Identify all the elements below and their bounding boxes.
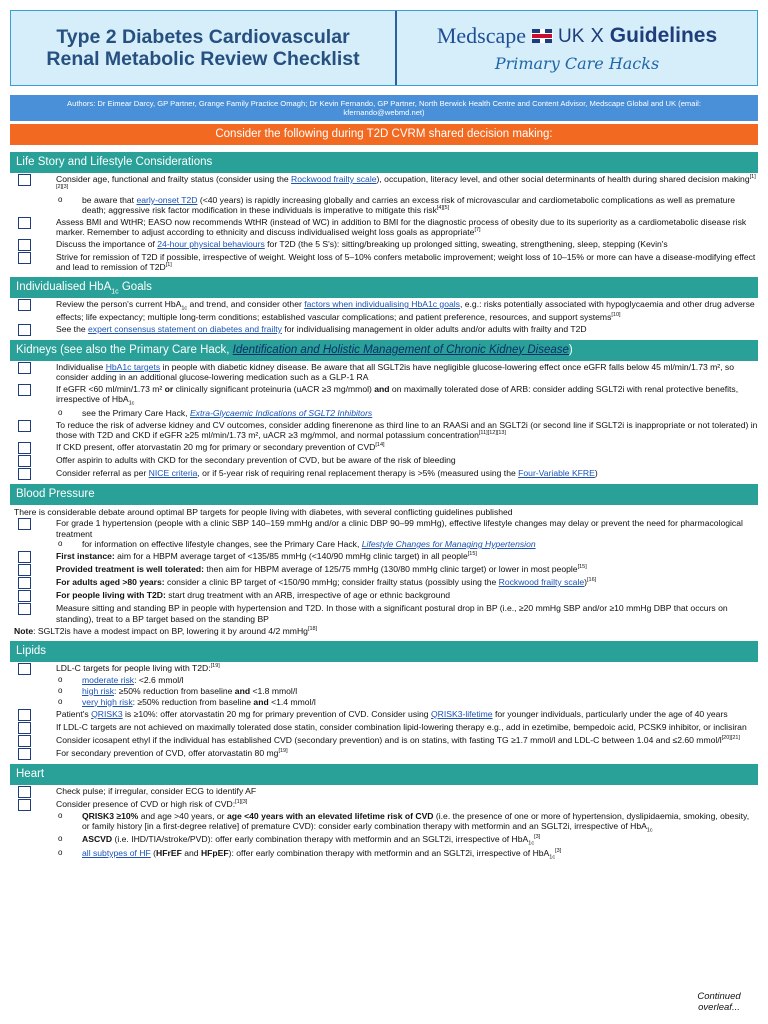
checkbox[interactable]	[18, 239, 31, 251]
high-risk-link[interactable]: high risk	[82, 685, 114, 696]
checklist-item: If CKD present, offer atorvastatin 20 mg for primary or secondary prevention of CVD[14]	[10, 442, 758, 454]
moderate-risk-link[interactable]: moderate risk	[82, 674, 135, 685]
qrisk3-link[interactable]: QRISK3	[91, 708, 123, 719]
sub-item: o high risk: ≥50% reduction from baseline and <1.8 mmol/l	[58, 685, 298, 696]
medscape-logo: Medscape UK X Guidelines	[436, 22, 718, 48]
checklist-item: LDL-C targets for people living with T2D:[19]	[10, 663, 758, 675]
sglt2-hack-link[interactable]: Extra-Glycaemic Indications of SGLT2 Inhibitors	[189, 407, 373, 418]
uk-flag-icon	[532, 29, 552, 43]
checkbox[interactable]	[18, 603, 31, 615]
lifestyle-hypertension-link[interactable]: Lifestyle Changes for Managing Hypertension	[361, 539, 536, 550]
sub-item: o moderate risk: <2.6 mmol/l	[58, 674, 184, 685]
checklist-item: Assess BMI and WtHR; EASO now recommends WtHR (instead of WC) in addition to BMI for the diagnostic process of obesity due to its superiority as a cardiometabolic disease risk marker. Remember to adjust according to ethnicity and discuss individualised weight loss goals as appropriate[7]	[10, 217, 758, 238]
section-lipids-header: Lipids	[10, 641, 758, 662]
bp-intro: There is considerable debate around optimal BP targets for people living with diabetes, with several conflicting guidelines published	[14, 506, 513, 517]
section-lifestyle-header: Life Story and Lifestyle Considerations	[10, 152, 758, 173]
checklist-body	[10, 148, 758, 1020]
checklist-item: Consider icosapent ethyl if the individual has established CVD (secondary prevention) and is on statins, with fasting TG ≥1.7 mmol/l and LDL-C between 1.04 and ≤2.60 mmol/l[20][21]	[10, 735, 758, 747]
continued-overleaf: Continued overleaf...	[697, 991, 741, 1014]
checklist-item: Check pulse; if irregular, consider ECG to identify AF	[10, 786, 758, 798]
sub-item: o very high risk: ≥50% reduction from baseline and <1.4 mmol/l	[58, 696, 316, 707]
sub-item: o see the Primary Care Hack, Extra-Glycaemic Indications of SGLT2 Inhibitors	[58, 407, 373, 418]
checkbox[interactable]	[18, 748, 31, 760]
checklist-item: Patient's QRISK3 is ≥10%: offer atorvastatin 20 mg for primary prevention of CVD. Consider using QRISK3-lifetime for younger individuals, particularly under the age of 40 years	[10, 709, 758, 721]
checkbox[interactable]	[18, 299, 31, 311]
checklist-item: For adults aged >80 years: consider a clinic BP target of <150/90 mmHg; consider frailty status (possibly using the Rockwood frailty scale)[16]	[10, 577, 758, 589]
sub-item: o all subtypes of HF (HFrEF and HFpEF): offer early combination therapy with metformin and an SGLT2i, irrespective of HbA$_{1c}$[3]	[58, 847, 562, 861]
checklist-item: Consider age, functional and frailty status (consider using the Rockwood frailty scale), occupation, literacy level, and other social determinants of health during shared decision making[1][2][3]	[10, 174, 758, 195]
checkbox[interactable]	[18, 362, 31, 374]
checklist-item: Individualise HbA1c targets in people with diabetic kidney disease. Be aware that all SGLT2is have negligible glucose-lowering effect once eGFR falls below 45 ml/min/1.73 m², so consider adding in an additional glucose-lowering medication such as a GLP-1 RA	[10, 362, 758, 383]
sub-item: o be aware that early-onset T2D (<40 years) is rapidly increasing globally and carries an excess risk of microvascular and cardiometabolic complications as well as premature death; aggressive risk factor modification in these individuals is imperative to mitigate this risk[4][5]	[58, 194, 736, 216]
header-panel	[10, 10, 758, 86]
authors-bar: Authors: Dr Eimear Darcy, GP Partner, Grange Family Practice Omagh; Dr Kevin Fernando, GP Partner, North Berwick Health Centre and Content Advisor, Medscape Global and UK (email: kfernando@webmd.net)	[10, 95, 758, 121]
checklist-item: To reduce the risk of adverse kidney and CV outcomes, consider adding finerenone as third line to an RAASi and an SGLT2i (or second line if SGLT2i is inappropriate or not tolerated) in those with T2D and CKD if eGFR ≥25 ml/min/1.73 m², uACR ≥3 mg/mmol, and normal potassium concentration[11][12][13]	[10, 420, 758, 441]
page-title: Type 2 Diabetes Cardiovascular Renal Metabolic Review Checklist	[46, 25, 360, 70]
checkbox[interactable]	[18, 455, 31, 467]
section-heart-header: Heart	[10, 764, 758, 785]
qrisk3-lifetime-link[interactable]: QRISK3-lifetime	[430, 708, 493, 719]
brand-block	[397, 11, 757, 85]
title-block	[11, 11, 397, 85]
checklist-item: Discuss the importance of 24-hour physical behaviours for T2D (the 5 S's): sitting/breaking up prolonged sitting, sweating, strengthening, sleep, stepping (Kevin's	[10, 239, 758, 251]
checkbox[interactable]	[18, 786, 31, 798]
sub-item: o for information on effective lifestyle changes, see the Primary Care Hack, Lifestyle Changes for Managing Hypertension	[58, 539, 536, 550]
nice-criteria-link[interactable]: NICE criteria	[148, 467, 198, 478]
checklist-item: For people living with T2D: start drug treatment with an ARB, irrespective of age or ethnic background	[10, 590, 758, 602]
checkbox[interactable]	[18, 217, 31, 229]
hba1c-factors-link[interactable]: factors when individualising HbA1c goals	[304, 298, 460, 309]
checkbox[interactable]	[18, 663, 31, 675]
decision-banner: Consider the following during T2D CVRM shared decision making:	[10, 124, 758, 145]
rockwood-link-2[interactable]: Rockwood frailty scale	[498, 577, 585, 588]
checkbox[interactable]	[18, 420, 31, 432]
checklist-item: Strive for remission of T2D if possible, irrespective of weight. Weight loss of 5–10% confers metabolic improvement; weight loss of 10–15% or more can have a disease-modifying effect and lead to remission of T2D[1]	[10, 252, 758, 273]
physical-behaviours-link[interactable]: 24-hour physical behaviours	[157, 238, 265, 249]
checkbox[interactable]	[18, 564, 31, 576]
checklist-item: Review the person's current HbA$_{1c}$ and trend, and consider other factors when individualising HbA1c goals, e.g.: risks potentially associated with hypoglycaemia and other drug adverse effects; life expectancy; multiple long-term conditions; established vascular complications; and patient preference, resources, and support systems[10]	[10, 299, 758, 323]
checkbox[interactable]	[18, 722, 31, 734]
checkbox[interactable]	[18, 384, 31, 396]
early-onset-link[interactable]: early-onset T2D	[136, 194, 198, 205]
checkbox[interactable]	[18, 735, 31, 747]
checklist-item: Offer aspirin to adults with CKD for the secondary prevention of CVD, but be aware of the risk of bleeding	[10, 455, 758, 467]
checkbox[interactable]	[18, 174, 31, 186]
very-high-risk-link[interactable]: very high risk	[82, 696, 133, 707]
checklist-item: If eGFR <60 ml/min/1.73 m² or clinically significant proteinuria (uACR ≥3 mg/mmol) and on maximally tolerated dose of ARB: consider adding SGLT2i with renal protective benefits, irrespective of HbA$_{1c}$	[10, 384, 758, 408]
checklist-item: See the expert consensus statement on diabetes and frailty for individualising management in older adults and/or adults with frailty and T2D	[10, 324, 758, 336]
rockwood-link[interactable]: Rockwood frailty scale	[291, 174, 377, 184]
section-kidneys-header: Kidneys (see also the Primary Care Hack, Identification and Holistic Management of Chronic Kidney Disease)	[10, 340, 758, 361]
hba1c-targets-link[interactable]: HbA1c targets	[105, 361, 161, 372]
sub-item: o QRISK3 ≥10% and age >40 years, or age <40 years with an elevated lifetime risk of CVD (i.e. the presence of one or more of hypertension, dyslipidaemia, smoking, obesity, or family history [in a first-degree relative] of premature CVD): consider early combination therapy with metformin and an SGLT2i, irrespective of HbA$_{1c}$	[58, 810, 750, 834]
checkbox[interactable]	[18, 468, 31, 480]
checkbox[interactable]	[18, 324, 31, 336]
section-hba1c-header: Individualised HbA$_{1c}$ Goals	[10, 277, 758, 298]
checkbox[interactable]	[18, 577, 31, 589]
checkbox[interactable]	[18, 518, 31, 530]
ckd-hack-link[interactable]: Identification and Holistic Management of Chronic Kidney Disease	[232, 343, 569, 356]
checklist-item: Consider referral as per NICE criteria, or if 5-year risk of requiring renal replacement therapy is >5% (measured using the Four-Variable KFRE)	[10, 468, 758, 480]
checklist-item: First instance: aim for a HBPM average target of <135/85 mmHg (<140/90 mmHg clinic target) in all people[15]	[10, 551, 758, 563]
hf-subtypes-link[interactable]: all subtypes of HF	[82, 847, 151, 858]
bp-note: Note: SGLT2is have a modest impact on BP, lowering it by around 4/2 mmHg[18]	[14, 626, 318, 637]
checkbox[interactable]	[18, 709, 31, 721]
checkbox[interactable]	[18, 551, 31, 563]
checklist-item: Consider presence of CVD or high risk of CVD:[1][3]	[10, 799, 758, 811]
sub-item: o ASCVD (i.e. IHD/TIA/stroke/PVD): offer early combination therapy with metformin and an SGLT2i, irrespective of HbA$_{1c}$[3]	[58, 834, 541, 848]
kfre-link[interactable]: Four-Variable KFRE	[518, 467, 595, 478]
checklist-item: If LDL-C targets are not achieved on maximally tolerated dose statin, consider combination lipid-lowering therapy e.g., add in ezetimibe, bempedoic acid, PCSK9 inhibitor, or inclisiran	[10, 722, 758, 734]
frailty-consensus-link[interactable]: expert consensus statement on diabetes and frailty	[88, 323, 282, 334]
section-bp-header: Blood Pressure	[10, 484, 758, 505]
checklist-item: For grade 1 hypertension (people with a clinic SBP 140–159 mmHg and/or a clinic DBP 90–99 mmHg), effective lifestyle changes may delay or prevent the need for pharmacological treatment	[10, 518, 758, 539]
primary-care-hacks-label: Primary Care Hacks	[494, 53, 660, 73]
checkbox[interactable]	[18, 252, 31, 264]
checklist-item: Provided treatment is well tolerated: then aim for HBPM average of 125/75 mmHg (130/80 mmHg clinic target) or lower in most people[15]	[10, 564, 758, 576]
checkbox[interactable]	[18, 442, 31, 454]
checkbox[interactable]	[18, 590, 31, 602]
checklist-item: Measure sitting and standing BP in people with hypertension and T2D. In those with a significant postural drop in BP (i.e., ≥20 mmHg SBP and/or ≥10 mmHg DBP that occurs on standing), treat to a BP target based on the standing BP	[10, 603, 758, 624]
checkbox[interactable]	[18, 799, 31, 811]
checklist-item: For secondary prevention of CVD, offer atorvastatin 80 mg[19]	[10, 748, 758, 760]
